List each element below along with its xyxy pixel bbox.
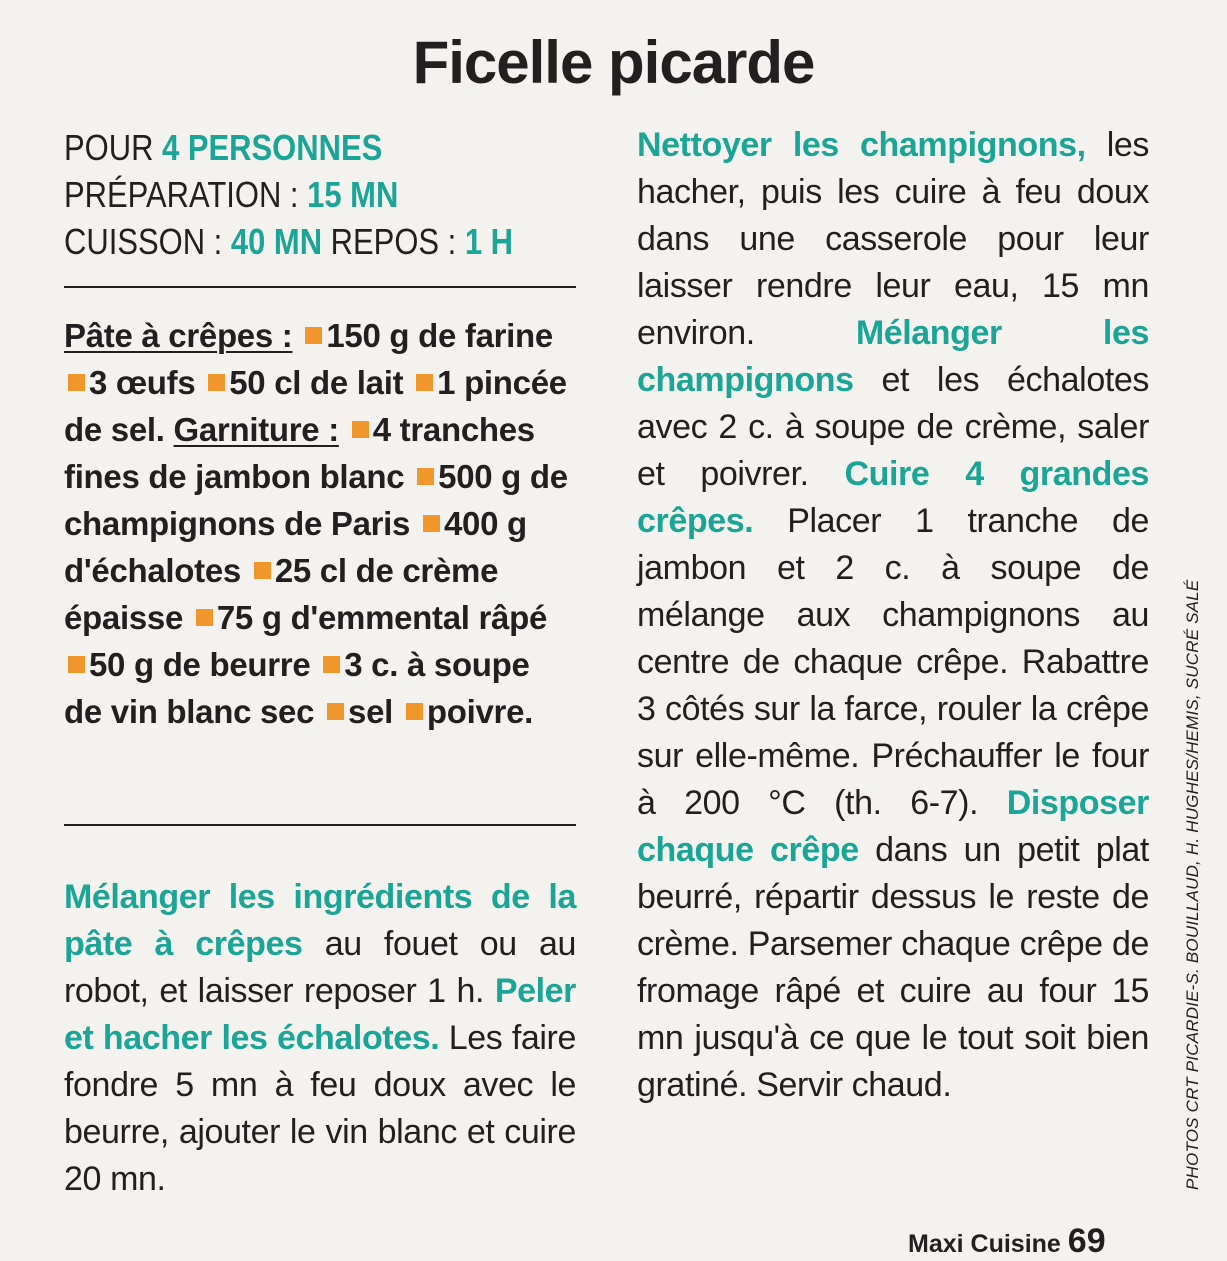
ingredient-item: 50 cl de lait — [229, 364, 404, 401]
bullet-icon — [323, 656, 340, 673]
cook-line — [64, 218, 580, 265]
step-text: et les échalotes avec 2 c. à soupe de crème, saler et poivrer. — [637, 361, 1149, 493]
bullet-icon — [352, 421, 369, 438]
divider-top — [64, 286, 576, 288]
prep-label: PRÉPARATION : — [64, 174, 308, 215]
rest-label: REPOS : — [322, 221, 465, 262]
bullet-icon — [305, 327, 322, 344]
page-footer — [908, 1222, 1106, 1261]
magazine-name: Maxi Cuisine — [908, 1230, 1061, 1258]
bullet-icon — [208, 374, 225, 391]
step-heading: Disposer chaque crêpe — [637, 784, 1149, 869]
step-heading: Peler et hacher les échalotes. — [64, 972, 577, 1057]
servings-line — [64, 124, 580, 171]
bullet-icon — [68, 656, 85, 673]
ingredient-item: 75 g d'emmental râpé — [216, 599, 548, 636]
step-text: Placer 1 tranche de jambon et 2 c. à soupe de mélange aux champignons au centre de chaque crêpe. Rabattre 3 côtés sur la farce, rouler la crêpe sur elle-même. Préchauffer le four à 200 °C (th. 6-7). — [637, 502, 1149, 822]
steps-right — [637, 122, 1149, 1109]
step-heading: Mélanger les ingrédients de la pâte à crêpes — [64, 878, 576, 963]
step-heading: Nettoyer les champignons, — [637, 126, 1086, 164]
bullet-icon — [254, 562, 271, 579]
bullet-icon — [327, 703, 344, 720]
divider-bottom — [64, 824, 576, 826]
step-text: dans un petit plat beurré, répartir dessus le reste de crème. Parsemer chaque crêpe de fromage râpé et cuire au four 15 mn jusqu'à ce que le tout soit bien gratiné. Servir chaud. — [637, 831, 1149, 1104]
ingredient-item: 1 pincée de sel. — [64, 364, 567, 448]
servings-label: POUR — [64, 127, 163, 168]
bullet-icon — [416, 374, 433, 391]
step-text: au fouet ou au robot, et laisser reposer 1 h. — [64, 925, 576, 1010]
cook-label: CUISSON : — [64, 221, 231, 262]
step-text: Les faire fondre 5 mn à feu doux avec le beurre, ajouter le vin blanc et cuire 20 mn. — [64, 1019, 576, 1198]
step-text: les hacher, puis les cuire à feu doux dans une casserole pour leur laisser rendre leur eau, 15 mn environ. — [637, 126, 1149, 352]
bullet-icon — [423, 515, 440, 532]
prep-value: 15 MN — [307, 174, 399, 215]
step-heading: Mélanger les champignons — [637, 314, 1149, 399]
steps-left — [64, 874, 576, 1203]
bullet-icon — [417, 468, 434, 485]
pate-heading: Pâte à crêpes : — [64, 317, 293, 354]
garniture-heading: Garniture : — [173, 411, 339, 448]
ingredient-item: 150 g de farine — [326, 317, 553, 354]
ingredients-list — [64, 312, 576, 735]
photo-credit: PHOTOS CRT PICARDIE-S. BOUILLAUD, H. HUGHES/HEMIS, SUCRÉ SALÉ — [1183, 579, 1202, 1190]
recipe-meta — [64, 124, 580, 265]
servings-value: 4 PERSONNES — [162, 127, 383, 168]
ingredient-item: 3 œufs — [89, 364, 196, 401]
ingredient-item: sel — [348, 693, 394, 730]
bullet-icon — [196, 609, 213, 626]
step-heading: Cuire 4 grandes crêpes. — [637, 455, 1149, 540]
cook-value: 40 MN — [230, 221, 323, 262]
ingredient-item: 500 g de champignons de Paris — [64, 458, 568, 542]
rest-value: 1 H — [464, 221, 514, 262]
ingredient-item: 50 g de beurre — [89, 646, 311, 683]
ingredient-item: 400 g d'échalotes — [64, 505, 527, 589]
ingredient-item: 3 c. à soupe de vin blanc sec — [64, 646, 530, 730]
page-number: 69 — [1067, 1222, 1106, 1260]
bullet-icon — [68, 374, 85, 391]
prep-line — [64, 171, 580, 218]
ingredient-item: poivre. — [426, 693, 533, 730]
bullet-icon — [406, 703, 423, 720]
recipe-title: Ficelle picarde — [412, 29, 815, 96]
ingredient-item: 4 tranches fines de jambon blanc — [64, 411, 535, 495]
ingredient-item: 25 cl de crème épaisse — [64, 552, 499, 636]
